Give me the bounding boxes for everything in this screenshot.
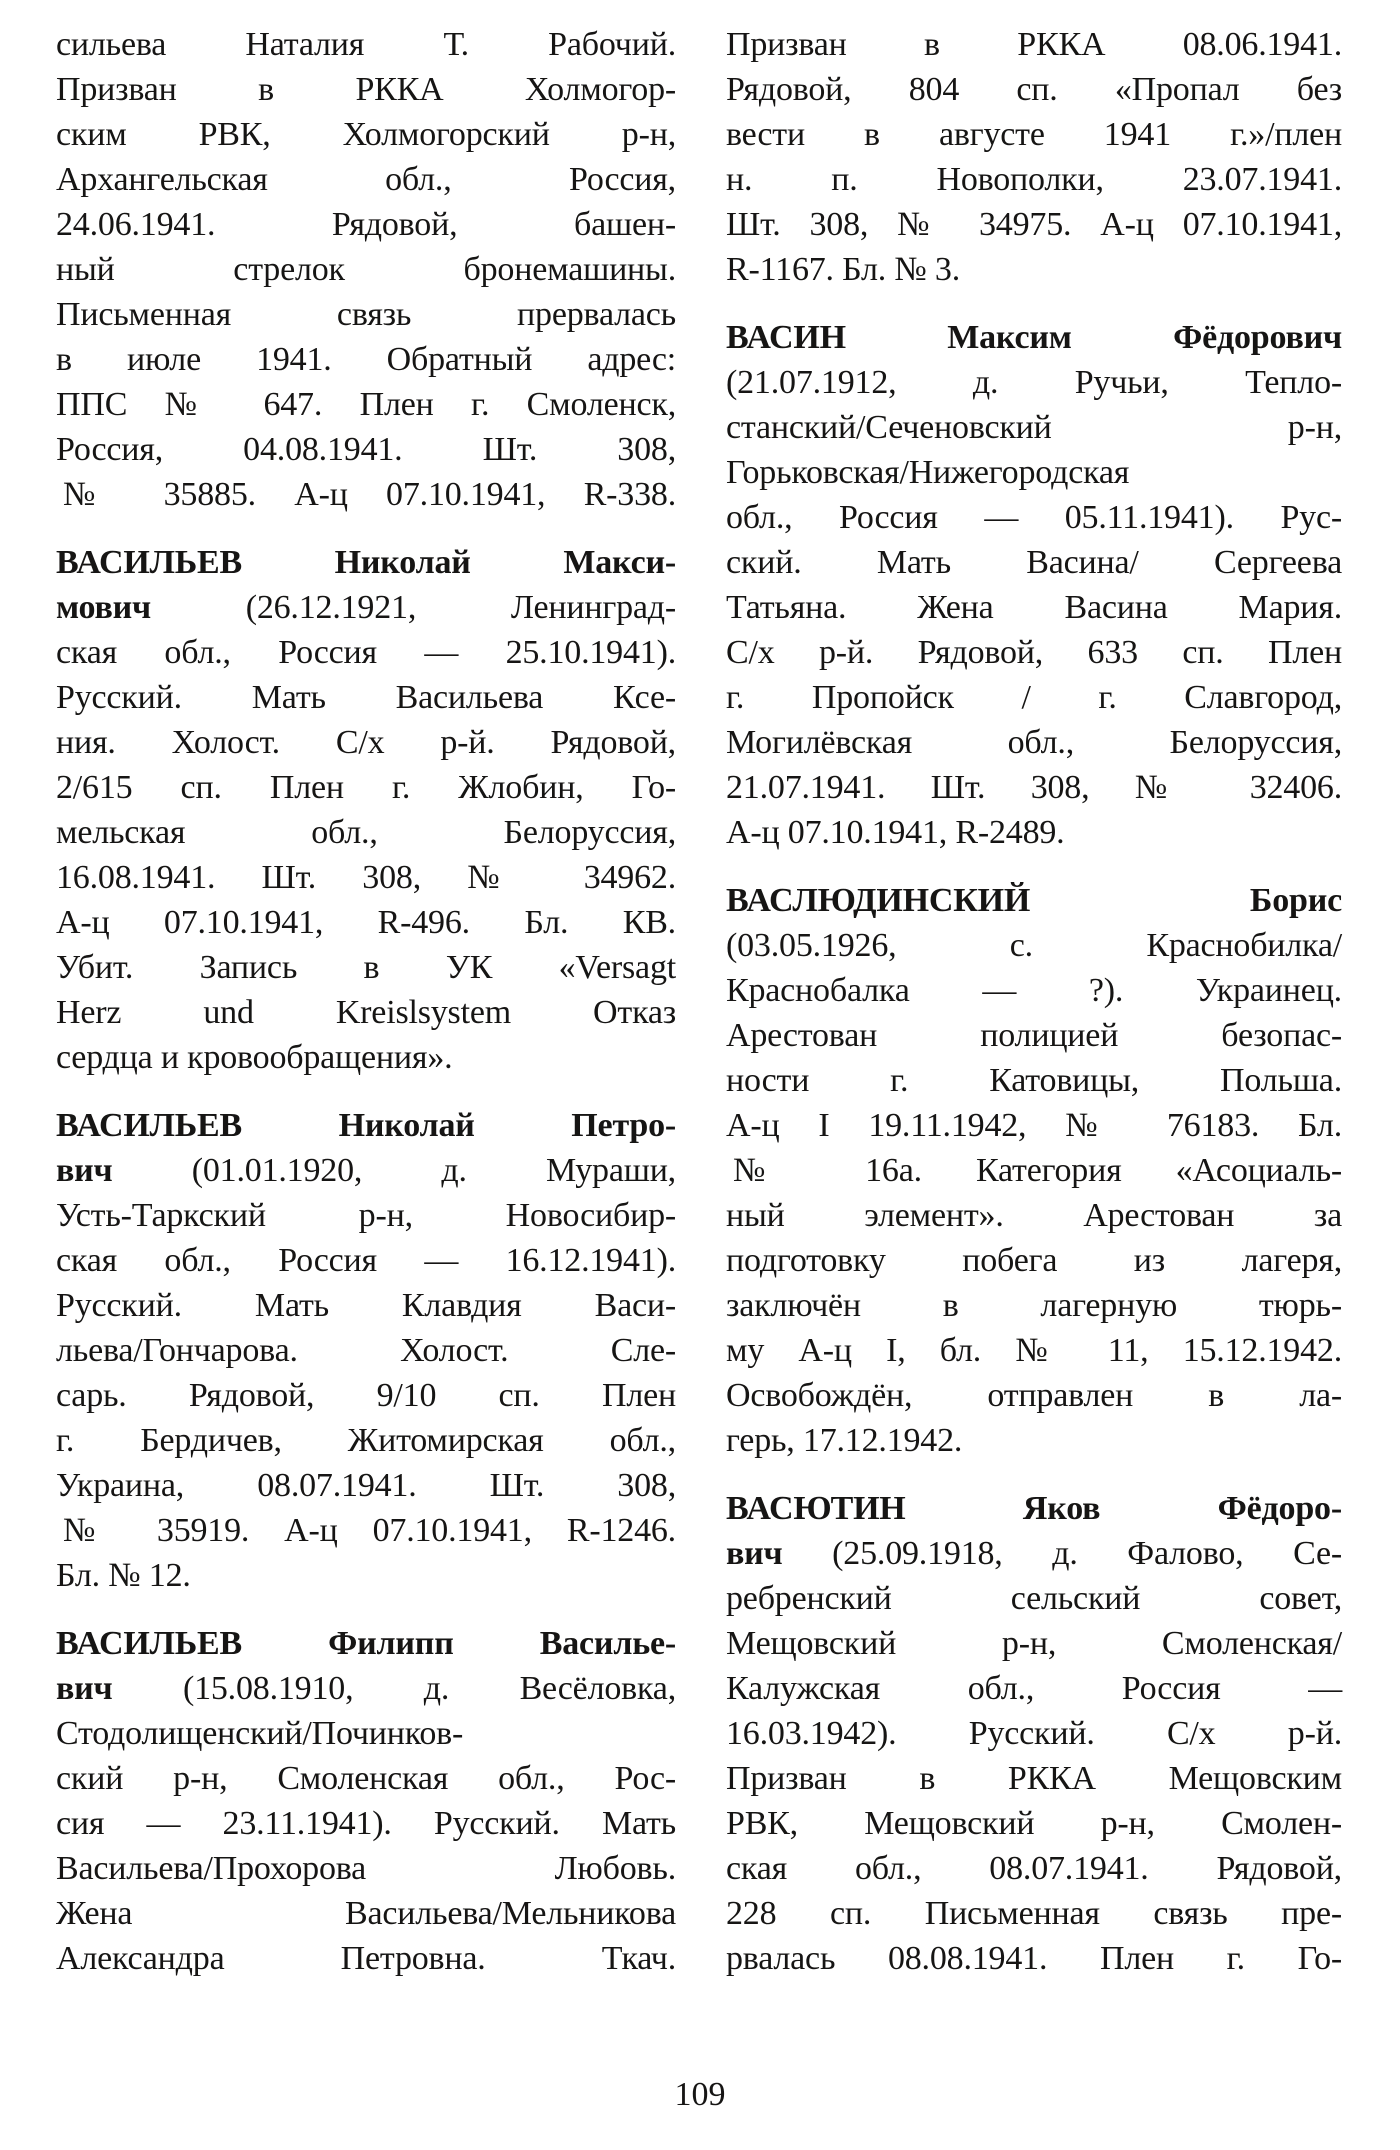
text-line — [56, 292, 676, 337]
text-line — [56, 900, 676, 945]
text-line — [726, 810, 1342, 855]
text-line — [56, 427, 676, 472]
text-line — [56, 67, 676, 112]
text-line — [726, 540, 1342, 585]
text-line — [56, 990, 676, 1035]
text-segment: ности г. Катовицы, Польша. — [726, 1062, 1342, 1099]
text-segment: Горьковская/Нижегородская — [726, 454, 1130, 491]
text-segment: Могилёвская обл., Белоруссия, — [726, 724, 1342, 761]
text-line — [56, 945, 676, 990]
text-line — [56, 765, 676, 810]
text-segment: Призван в РККА Холмогор- — [56, 71, 676, 108]
text-segment: му А-ц I, бл. № 11, 15.12.1942. — [726, 1332, 1342, 1369]
text-line — [56, 1711, 676, 1756]
text-segment: Убит. Запись в УК «Versagt — [56, 949, 676, 986]
text-line — [726, 202, 1342, 247]
text-segment: № 35885. А-ц 07.10.1941, R-338. — [63, 476, 676, 513]
text-segment: Призван в РККА Мещовским — [726, 1760, 1342, 1797]
text-segment: 24.06.1941. Рядовой, башен- — [56, 206, 676, 243]
text-segment: обл., Россия — 05.11.1941). Рус- — [726, 499, 1342, 536]
text-line — [56, 1846, 676, 1891]
entry-headword: вич — [726, 1535, 783, 1572]
text-line — [56, 675, 676, 720]
entry-headword: ВАСИН Максим Фёдорович — [726, 319, 1342, 356]
text-segment: Мещовский р-н, Смоленская/ — [726, 1625, 1342, 1662]
text-line — [56, 585, 676, 630]
text-line — [56, 1035, 676, 1080]
text-segment: Александра Петровна. Ткач. — [56, 1940, 676, 1977]
text-line — [726, 630, 1342, 675]
text-line — [726, 1238, 1342, 1283]
text-line — [56, 1418, 676, 1463]
text-line — [726, 1711, 1342, 1756]
entry-paragraph — [56, 1621, 676, 1981]
text-segment: станский/Сеченовский р-н, — [726, 409, 1342, 446]
text-line — [726, 1576, 1342, 1621]
text-line — [56, 1508, 676, 1553]
text-line — [726, 1373, 1342, 1418]
text-segment: подготовку побега из лагеря, — [726, 1242, 1342, 1279]
text-segment: Краснобалка — ?). Украинец. — [726, 972, 1342, 1009]
text-line — [56, 1148, 676, 1193]
entry-headword: ВАСИЛЬЕВ Николай Петро- — [56, 1107, 676, 1144]
text-line — [56, 1373, 676, 1418]
text-line — [56, 1553, 676, 1598]
text-line — [726, 1891, 1342, 1936]
text-segment: Русский. Мать Клавдия Васи- — [56, 1287, 676, 1324]
text-segment: Жена Васильева/Мельникова — [56, 1895, 676, 1932]
text-segment: мельская обл., Белоруссия, — [56, 814, 676, 851]
text-line — [726, 1621, 1342, 1666]
text-segment: А-ц 07.10.1941, R-2489. — [726, 814, 1065, 851]
text-line — [726, 360, 1342, 405]
text-segment: А-ц I 19.11.1942, № 76183. Бл. — [726, 1107, 1342, 1144]
text-segment: Рядовой, 804 сп. «Пропал без — [726, 71, 1342, 108]
text-segment: РВК, Мещовский р-н, Смолен- — [726, 1805, 1342, 1842]
text-segment: Архангельская обл., Россия, — [56, 161, 676, 198]
text-line — [56, 337, 676, 382]
text-segment: сия — 23.11.1941). Русский. Мать — [56, 1805, 676, 1842]
text-line — [726, 1936, 1342, 1981]
text-line — [56, 1891, 676, 1936]
text-segment: Бл. № 12. — [56, 1557, 191, 1594]
text-line — [726, 720, 1342, 765]
text-segment: Стодолищенский/Починков- — [56, 1715, 464, 1752]
text-segment: ский р-н, Смоленская обл., Рос- — [56, 1760, 676, 1797]
text-line — [56, 157, 676, 202]
text-line — [56, 1283, 676, 1328]
text-segment: № 35919. А-ц 07.10.1941, R-1246. — [63, 1512, 676, 1549]
text-segment: (26.12.1921, Ленинград- — [151, 589, 676, 626]
text-segment: г. Пропойск / г. Славгород, — [726, 679, 1342, 716]
text-line — [56, 1103, 676, 1148]
text-line — [726, 1013, 1342, 1058]
text-line — [56, 202, 676, 247]
text-line — [726, 968, 1342, 1013]
text-line — [726, 765, 1342, 810]
text-segment: заключён в лагерную тюрь- — [726, 1287, 1342, 1324]
entry-headword: мович — [56, 589, 151, 626]
text-line — [726, 315, 1342, 360]
text-line — [56, 540, 676, 585]
column-left — [56, 22, 676, 2004]
text-line — [56, 1666, 676, 1711]
text-segment: 21.07.1941. Шт. 308, № 32406. — [726, 769, 1342, 806]
text-segment: сердца и кровообращения». — [56, 1039, 453, 1076]
text-segment: А-ц 07.10.1941, R-496. Бл. КВ. — [56, 904, 676, 941]
text-line — [726, 1756, 1342, 1801]
text-segment: (03.05.1926, с. Краснобилка/ — [726, 927, 1342, 964]
text-segment: (21.07.1912, д. Ручьи, Тепло- — [726, 364, 1342, 401]
text-line — [56, 112, 676, 157]
text-line — [56, 630, 676, 675]
text-line — [726, 1283, 1342, 1328]
text-segment: Русский. Мать Васильева Ксе- — [56, 679, 676, 716]
text-segment: герь, 17.12.1942. — [726, 1422, 963, 1459]
entry-paragraph — [56, 1103, 676, 1598]
text-line — [56, 720, 676, 765]
text-segment: г. Бердичев, Житомирская обл., — [56, 1422, 676, 1459]
text-line — [726, 1103, 1342, 1148]
text-line — [56, 1621, 676, 1666]
entry-headword: вич — [56, 1152, 113, 1189]
text-segment: сарь. Рядовой, 9/10 сп. Плен — [56, 1377, 676, 1414]
text-line — [726, 112, 1342, 157]
text-line — [56, 1328, 676, 1373]
entry-headword: вич — [56, 1670, 113, 1707]
text-line — [726, 1531, 1342, 1576]
entry-paragraph — [726, 1486, 1342, 1981]
text-segment: С/х р-й. Рядовой, 633 сп. Плен — [726, 634, 1342, 671]
text-line — [726, 1058, 1342, 1103]
text-segment: Herz und Kreislsystem Отказ — [56, 994, 676, 1031]
text-segment: в июле 1941. Обратный адрес: — [56, 341, 676, 378]
text-segment: ребренский сельский совет, — [726, 1580, 1342, 1617]
text-line — [726, 67, 1342, 112]
text-segment: (25.09.1918, д. Фалово, Се- — [782, 1535, 1342, 1572]
text-segment: Россия, 04.08.1941. Шт. 308, — [56, 431, 676, 468]
text-line — [56, 1193, 676, 1238]
entry-paragraph — [56, 22, 676, 517]
text-segment: ППС № 647. Плен г. Смоленск, — [56, 386, 676, 423]
entry-headword: ВАСИЛЬЕВ Николай Макси- — [56, 544, 676, 581]
text-line — [726, 157, 1342, 202]
text-line — [726, 22, 1342, 67]
text-line — [726, 1846, 1342, 1891]
entry-paragraph — [726, 22, 1342, 292]
text-segment: н. п. Новополки, 23.07.1941. — [726, 161, 1342, 198]
text-segment: Усть-Таркский р-н, Новосибир- — [56, 1197, 676, 1234]
text-segment: ский. Мать Васина/ Сергеева — [726, 544, 1342, 581]
text-segment: Татьяна. Жена Васина Мария. — [726, 589, 1342, 626]
text-line — [56, 1238, 676, 1283]
text-line — [726, 247, 1342, 292]
text-segment: Письменная связь прервалась — [56, 296, 676, 333]
text-segment: Призван в РККА 08.06.1941. — [726, 26, 1342, 63]
text-line — [56, 1801, 676, 1846]
text-segment: ская обл., Россия — 16.12.1941). — [56, 1242, 676, 1279]
text-line — [726, 1486, 1342, 1531]
text-line — [56, 22, 676, 67]
entry-headword: ВАСИЛЬЕВ Филипп Василье- — [56, 1625, 676, 1662]
text-segment: (15.08.1910, д. Весёловка, — [112, 1670, 676, 1707]
text-segment: ный элемент». Арестован за — [726, 1197, 1342, 1234]
text-line — [726, 675, 1342, 720]
text-line — [56, 1756, 676, 1801]
text-segment: вести в августе 1941 г.»/плен — [726, 116, 1342, 153]
text-line — [726, 405, 1342, 450]
text-line — [56, 810, 676, 855]
text-segment: Арестован полицией безопас- — [726, 1017, 1342, 1054]
entry-paragraph — [56, 540, 676, 1080]
text-segment: (01.01.1920, д. Мураши, — [112, 1152, 676, 1189]
page-number: 109 — [674, 2076, 726, 2113]
entry-paragraph — [726, 315, 1342, 855]
text-segment: R-1167. Бл. № 3. — [726, 251, 961, 288]
text-line — [726, 585, 1342, 630]
text-segment: ским РВК, Холмогорский р-н, — [56, 116, 676, 153]
text-line — [726, 1801, 1342, 1846]
text-line — [56, 855, 676, 900]
text-line — [56, 1463, 676, 1508]
text-segment: 16.08.1941. Шт. 308, № 34962. — [56, 859, 676, 896]
text-segment: ская обл., 08.07.1941. Рядовой, — [726, 1850, 1342, 1887]
text-segment: 16.03.1942). Русский. С/х р-й. — [726, 1715, 1342, 1752]
text-segment: Освобождён, отправлен в ла- — [726, 1377, 1342, 1414]
text-segment: сильева Наталия Т. Рабочий. — [56, 26, 676, 63]
text-line — [726, 923, 1342, 968]
text-line — [726, 1148, 1342, 1193]
text-segment: № 16а. Категория «Асоциаль- — [733, 1152, 1342, 1189]
text-line — [56, 472, 676, 517]
text-segment: ская обл., Россия — 25.10.1941). — [56, 634, 676, 671]
text-segment: Васильева/Прохорова Любовь. — [56, 1850, 676, 1887]
text-segment: Калужская обл., Россия — — [726, 1670, 1342, 1707]
text-line — [56, 1936, 676, 1981]
entry-headword: ВАСЮТИН Яков Фёдоро- — [726, 1490, 1342, 1527]
text-segment: ния. Холост. С/х р-й. Рядовой, — [56, 724, 676, 761]
text-line — [726, 1193, 1342, 1238]
text-line — [56, 247, 676, 292]
text-line — [726, 878, 1342, 923]
text-line — [726, 1418, 1342, 1463]
entry-headword: ВАСЛЮДИНСКИЙ Борис — [726, 882, 1342, 919]
text-line — [726, 1666, 1342, 1711]
text-line — [726, 1328, 1342, 1373]
text-line — [56, 382, 676, 427]
text-line — [726, 450, 1342, 495]
text-segment: льева/Гончарова. Холост. Сле- — [56, 1332, 676, 1369]
text-segment: Шт. 308, № 34975. А-ц 07.10.1941, — [726, 206, 1342, 243]
text-segment: Украина, 08.07.1941. Шт. 308, — [56, 1467, 676, 1504]
column-right — [726, 22, 1342, 2004]
text-segment: 228 сп. Письменная связь пре- — [726, 1895, 1342, 1932]
text-segment: ный стрелок бронемашины. — [56, 251, 676, 288]
entry-paragraph — [726, 878, 1342, 1463]
text-segment: 2/615 сп. Плен г. Жлобин, Го- — [56, 769, 676, 806]
text-line — [726, 495, 1342, 540]
text-segment: рвалась 08.08.1941. Плен г. Го- — [726, 1940, 1342, 1977]
